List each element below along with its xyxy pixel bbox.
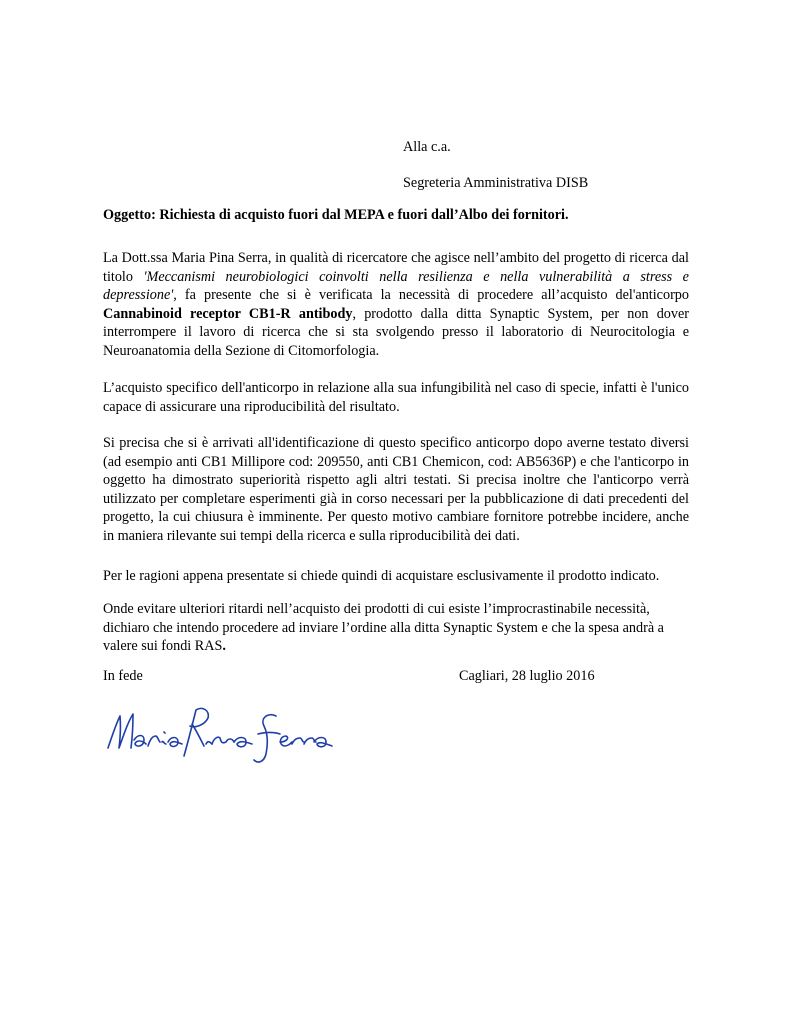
paragraph-request-middle: fa presente che si è verificata la necessità di procedere all’acquisto del'anticorpo <box>176 287 689 304</box>
paragraph-order-text: Onde evitare ulteriori ritardi nell’acquisto dei prodotti di cui esiste l’improcrastinabile necessità, dichiaro che intendo procedere ad inviare l’ordine alla ditta Synaptic System e che la spesa andrà a valere sui fondi RAS <box>103 601 664 655</box>
paragraph-request-end: , prodotto dalla ditta Synaptic System, per non dover interrompere il lavoro di ricerca che si sta svolgendo presso il laboratorio di Neurocitologia e Neuroanatomia della Sezione di Citomorfologia. <box>103 305 690 359</box>
handwritten-signature <box>100 696 335 768</box>
signature-graphic <box>100 696 335 768</box>
project-title: 'Meccanismi neurobiologici coinvolti nella resilienza e nella vulnerabilità a stress e depressione', <box>103 268 689 304</box>
paragraph-infungibility: L’acquisto specifico dell'anticorpo in relazione alla sua infungibilità nel caso di specie, infatti è l'unico capace di assicurare una riproducibilità del risultato. <box>103 380 689 415</box>
paragraph-conclusion: Per le ragioni appena presentate si chiede quindi di acquistare esclusivamente il prodotto indicato. <box>103 568 660 584</box>
recipient-office-line: Segreteria Amministrativa DISB <box>403 175 589 191</box>
paragraph-order-declaration <box>103 600 689 656</box>
recipient-attention-line: Alla c.a. <box>403 139 451 155</box>
antibody-name: Cannabinoid receptor CB1-R antibody <box>103 305 353 322</box>
place-and-date: Cagliari, 28 luglio 2016 <box>459 668 595 684</box>
paragraph-order-end: . <box>222 638 226 655</box>
letter-subject: Oggetto: Richiesta di acquisto fuori dal MEPA e fuori dall’Albo dei fornitori. <box>103 207 569 223</box>
closing-salutation: In fede <box>103 668 143 684</box>
paragraph-justification: Si precisa che si è arrivati all'identificazione di questo specifico anticorpo dopo averne testato diversi (ad esempio anti CB1 Millipore cod: 209550, anti CB1 Chemicon, cod: AB5636P) e che l'anticorpo in oggetto ha dimostrato superiorità rispetto agli altri testati. Si precisa inoltre che l'anticorpo verrà utilizzato per completare esperimenti già in corso necessari per la pubblicazione di dati precedenti del progetto, la cui chiusura è imminente. Per questo motivo cambiare fornitore potrebbe incidere, anche in maniera rilevante sui tempi della ricerca e sulla riproducibilità dei dati. <box>103 435 689 544</box>
paragraph-request <box>103 249 689 361</box>
paragraph-request-intro: La Dott.ssa Maria Pina Serra, in qualità di ricercatore che agisce nell’ambito del progetto di ricerca dal titolo <box>103 250 689 285</box>
